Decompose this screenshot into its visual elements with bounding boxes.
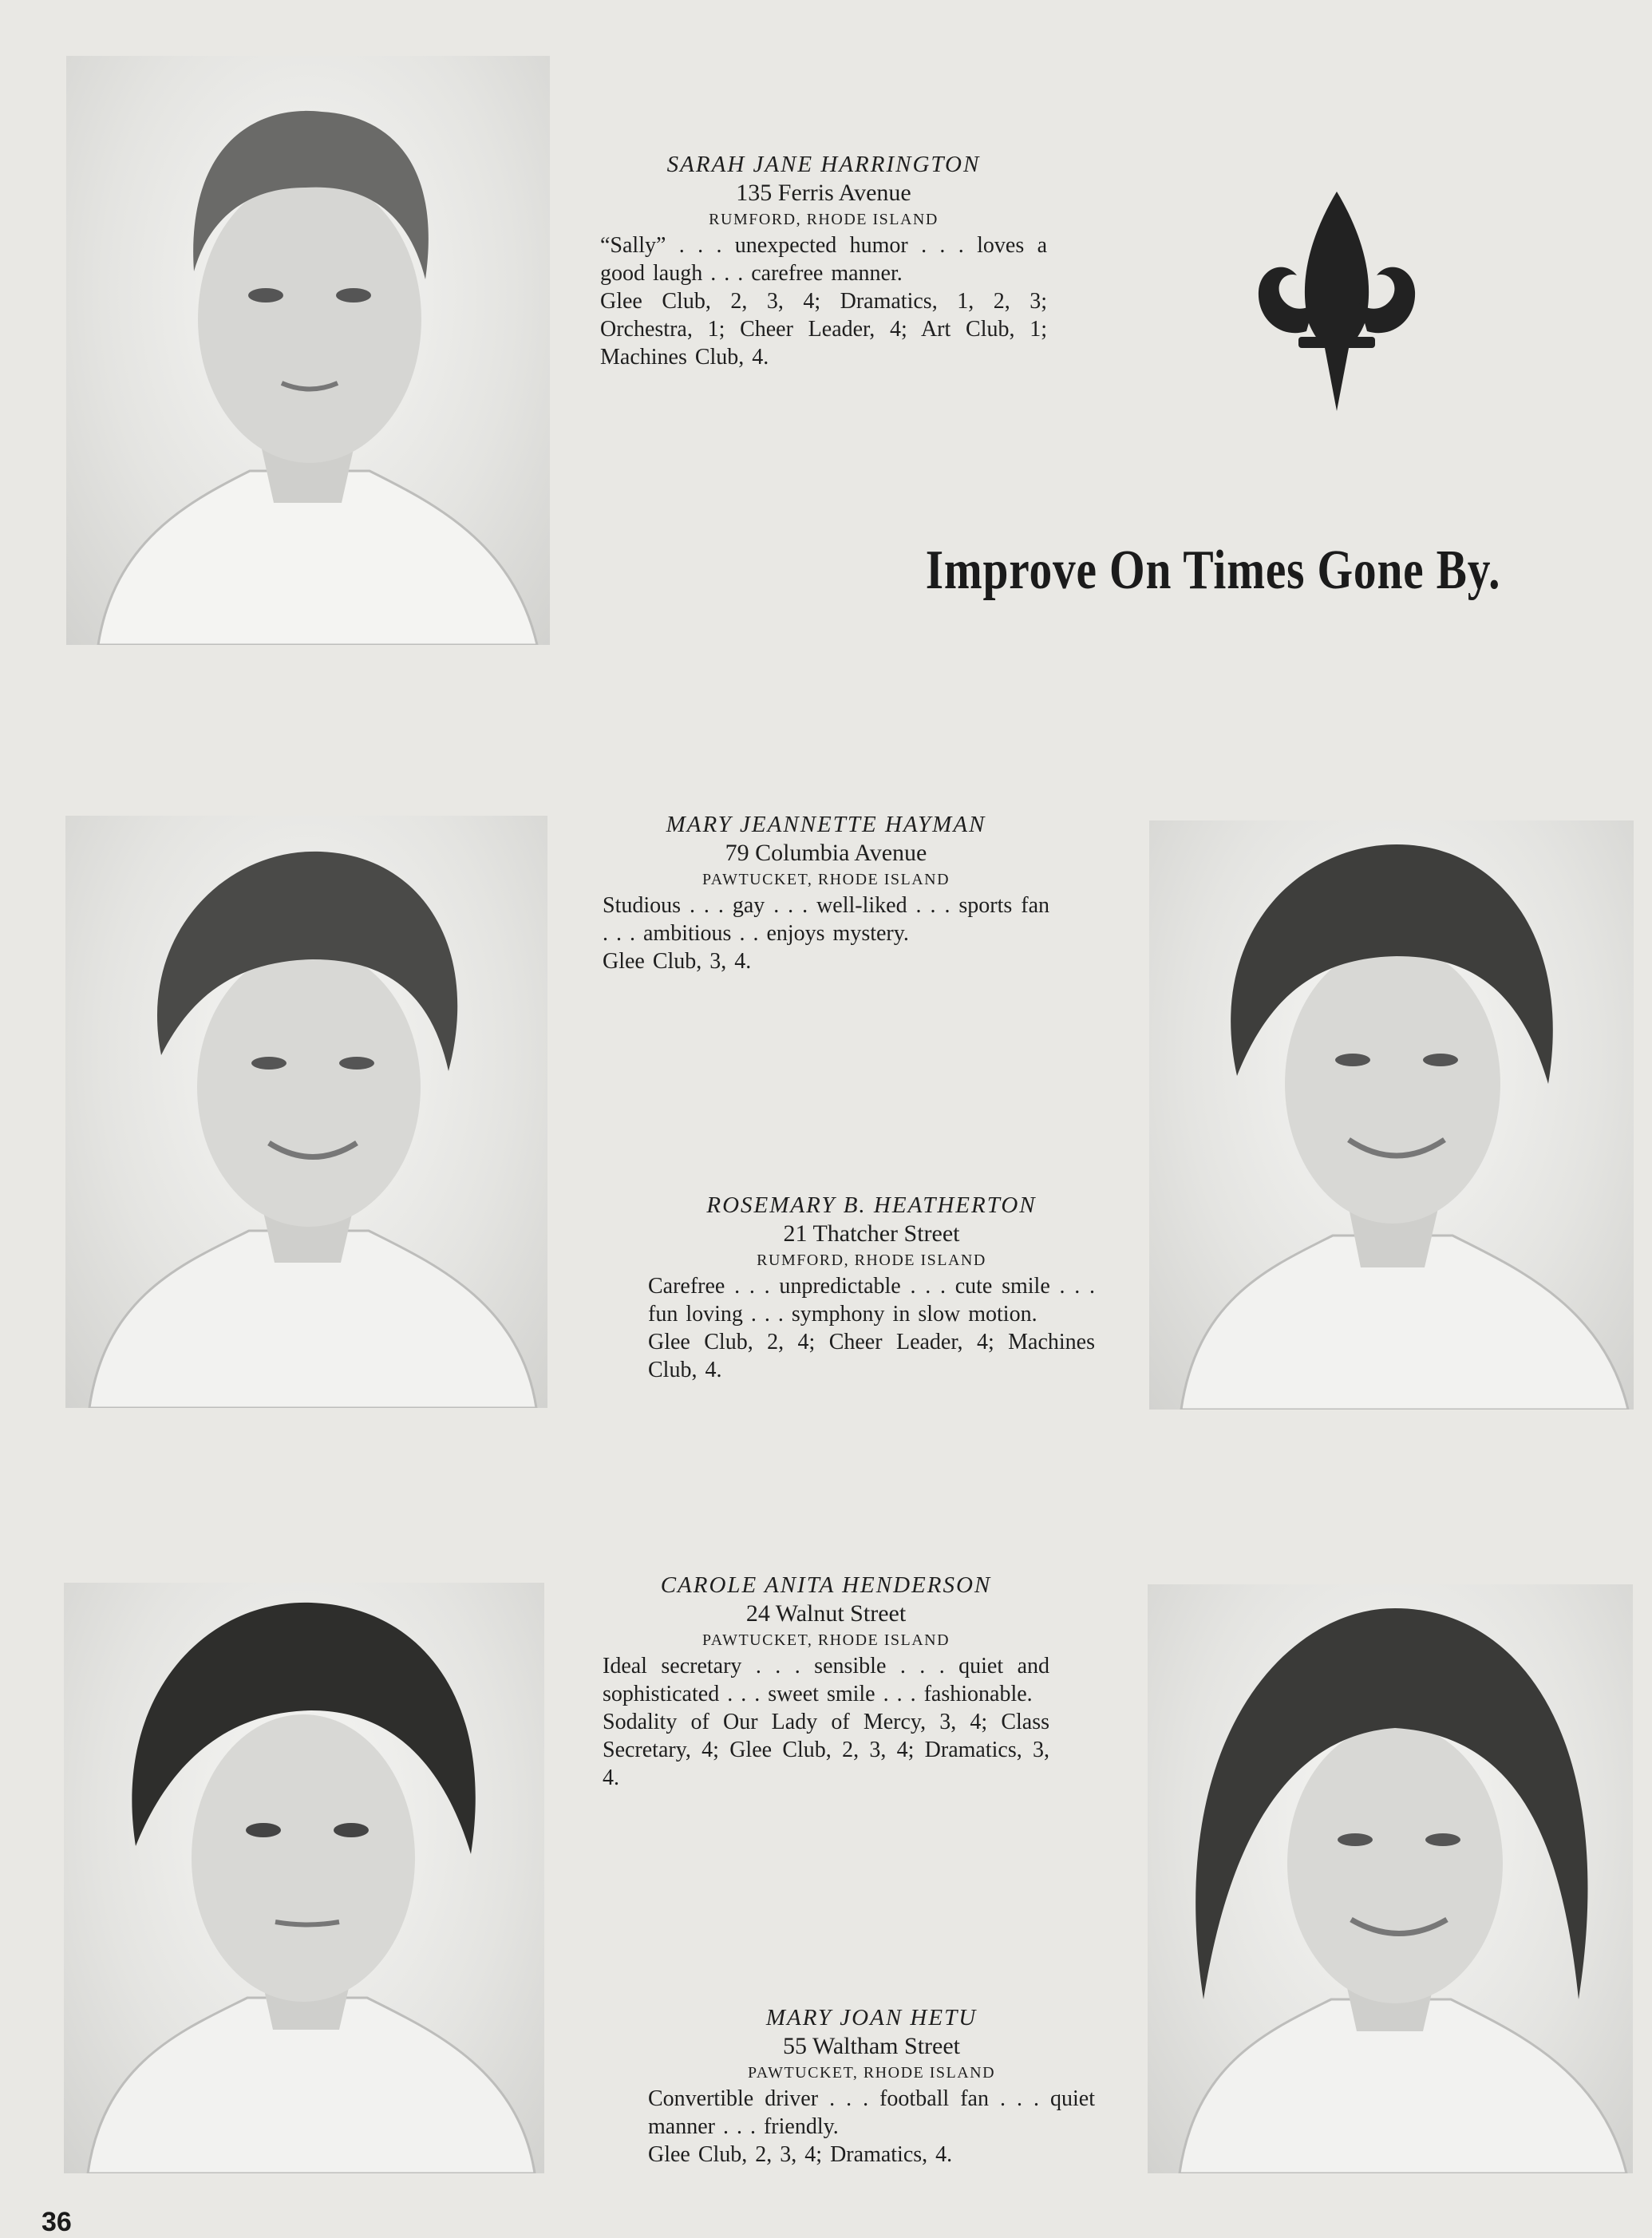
senior-activities: Sodality of Our Lady of Mercy, 3, 4; Class Secretary, 4; Glee Club, 2, 3, 4; Dramatics, 3, 4. (603, 1710, 1049, 1790)
portrait-silhouette (64, 1583, 544, 2173)
senior-city: PAWTUCKET, RHODE ISLAND (747, 2064, 996, 2082)
senior-street: 79 Columbia Avenue (725, 840, 927, 866)
senior-name: SARAH JANE HARRINGTON (666, 152, 981, 177)
senior-entry-harrington (600, 150, 1047, 371)
portrait-silhouette (65, 816, 547, 1408)
senior-activities: Glee Club, 2, 3, 4; Dramatics, 4. (648, 2142, 953, 2167)
senior-description: Carefree . . . unpredictable . . . cute smile . . . fun loving . . . symphony in slow motion. (648, 1274, 1095, 1327)
senior-name: MARY JEANNETTE HAYMAN (666, 812, 986, 837)
senior-street: 24 Walnut Street (745, 1600, 907, 1627)
portrait-photo-hetu (1148, 1584, 1633, 2173)
page-number: 36 (41, 2207, 72, 2237)
senior-description: Ideal secretary . . . sensible . . . quiet and sophisticated . . . sweet smile . . . fashionable. (603, 1654, 1049, 1706)
motto-heading: Improve On Times Gone By. (925, 540, 1501, 601)
senior-entry-henderson (603, 1571, 1049, 1792)
senior-street: 135 Ferris Avenue (736, 180, 911, 206)
portrait-silhouette (66, 56, 550, 645)
senior-activities: Glee Club, 3, 4. (603, 949, 752, 974)
senior-city: PAWTUCKET, RHODE ISLAND (702, 871, 950, 888)
portrait-photo-heatherton (1149, 820, 1634, 1410)
senior-city: RUMFORD, RHODE ISLAND (757, 1251, 986, 1269)
portrait-silhouette (1149, 820, 1634, 1410)
senior-entry-hayman (603, 810, 1049, 975)
senior-name: ROSEMARY B. HEATHERTON (706, 1192, 1037, 1218)
senior-city: PAWTUCKET, RHODE ISLAND (702, 1631, 950, 1649)
portrait-photo-henderson (64, 1583, 544, 2173)
senior-description: Convertible driver . . . football fan . . . quiet manner . . . friendly. (648, 2086, 1095, 2139)
senior-name: MARY JOAN HETU (765, 2005, 978, 2030)
senior-city: RUMFORD, RHODE ISLAND (709, 211, 939, 228)
senior-street: 21 Thatcher Street (783, 1220, 960, 1247)
senior-entry-hetu (648, 2003, 1095, 2169)
senior-activities: Glee Club, 2, 3, 4; Dramatics, 1, 2, 3; Orchestra, 1; Cheer Leader, 4; Art Club, 1; Machines Club, 4. (600, 289, 1047, 370)
portrait-photo-harrington (66, 56, 550, 645)
portrait-silhouette (1148, 1584, 1633, 2173)
senior-description: “Sally” . . . unexpected humor . . . loves a good laugh . . . carefree manner. (600, 233, 1047, 286)
senior-entry-heatherton (648, 1191, 1095, 1384)
fleur-de-lis-icon (1249, 192, 1425, 411)
senior-description: Studious . . . gay . . . well-liked . . . sports fan . . . ambitious . . enjoys mystery. (603, 893, 1049, 946)
senior-name: CAROLE ANITA HENDERSON (660, 1572, 992, 1598)
portrait-photo-hayman (65, 816, 547, 1408)
senior-street: 55 Waltham Street (783, 2033, 960, 2059)
senior-activities: Glee Club, 2, 4; Cheer Leader, 4; Machines Club, 4. (648, 1330, 1095, 1382)
